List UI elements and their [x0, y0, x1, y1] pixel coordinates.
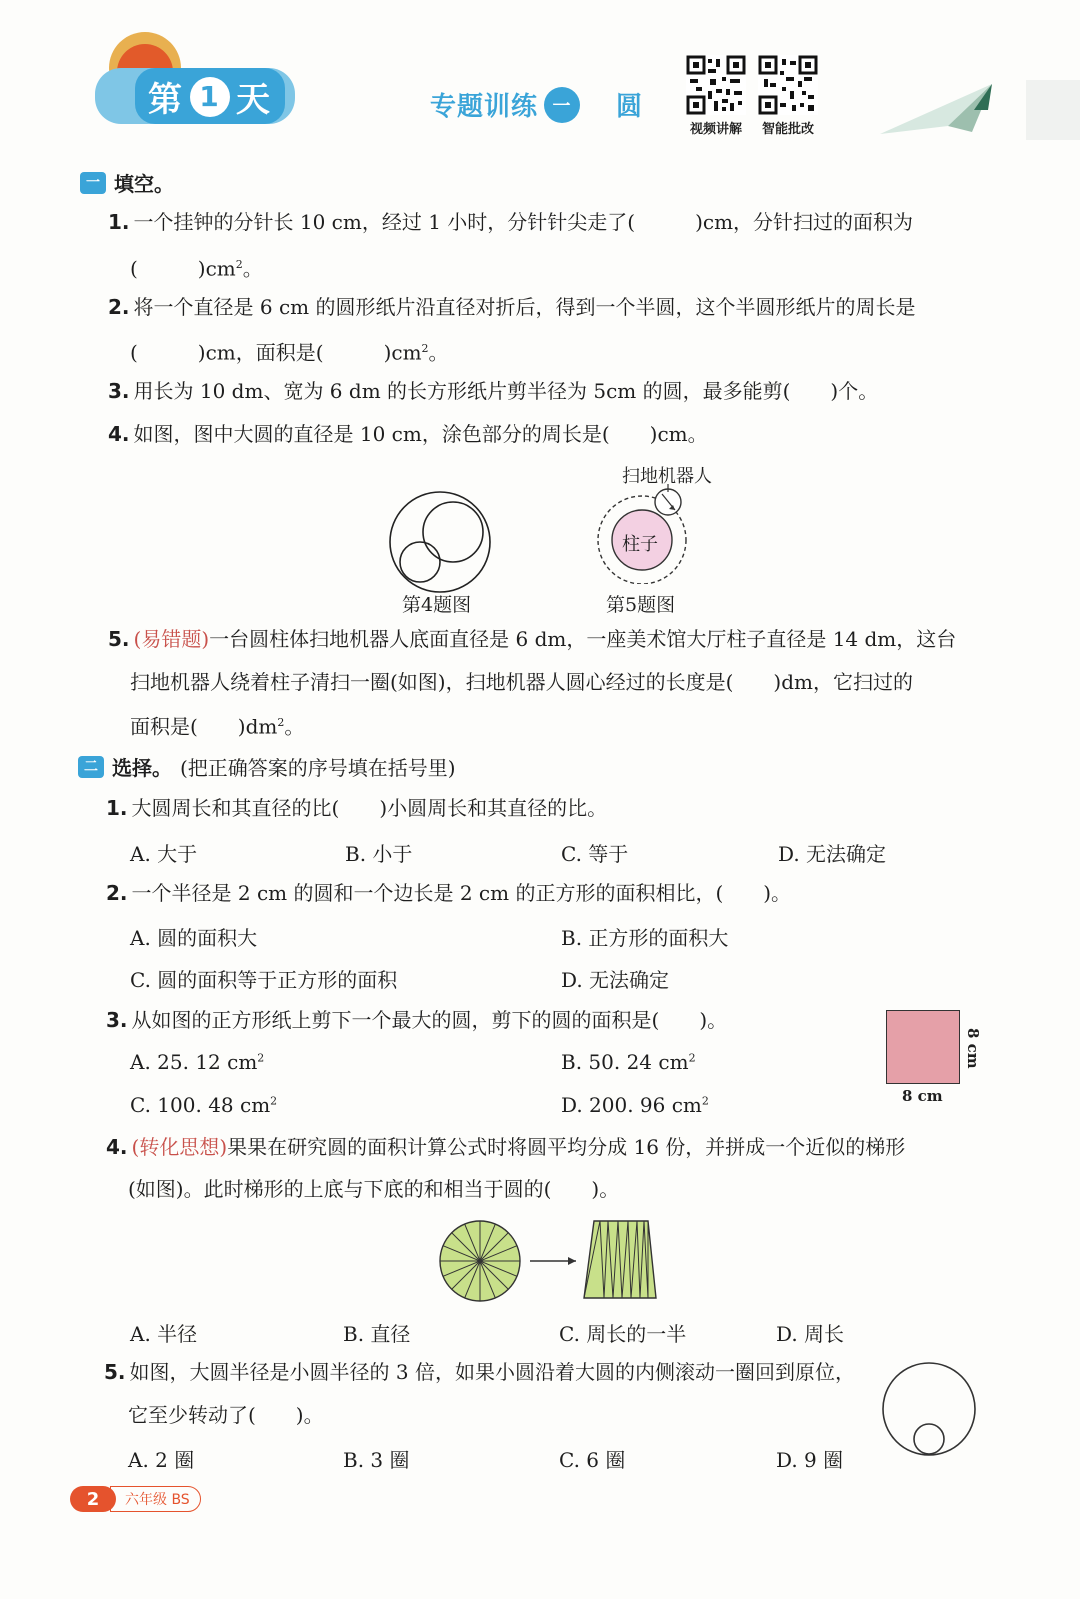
question-tag: (易错题)	[133, 627, 210, 651]
question-text: 面积是( )dm	[130, 714, 278, 739]
superscript: 2	[688, 1051, 696, 1065]
day-prefix: 第	[148, 80, 184, 120]
s1-q1-line2	[130, 250, 263, 284]
section-note: (把正确答案的序号填在括号里)	[180, 756, 456, 780]
question-text: 从如图的正方形纸上剪下一个最大的圆，剪下的圆的面积是( )。	[131, 1008, 728, 1032]
question-text: 如图，大圆半径是小圆半径的 3 倍，如果小圆沿着大圆的内侧滚动一圈回到原位，	[129, 1360, 855, 1384]
figure-5-robot-label: 扫地机器人	[622, 466, 712, 487]
question-text: 将一个直径是 6 cm 的圆形纸片沿直径对折后，得到一个半圆，这个半圆形纸片的周长是	[133, 295, 916, 319]
option-text: B. 50. 24 cm	[561, 1050, 689, 1074]
figure-3-bottom-label: 8 cm	[902, 1087, 943, 1105]
question-number: 4.	[108, 422, 130, 446]
section-mark: 一	[80, 172, 106, 194]
option-d[interactable]: D. 周长	[776, 1322, 845, 1346]
question-number: 2.	[108, 295, 130, 319]
qr-grading-icon[interactable]	[758, 55, 818, 115]
qr-video-label: 视频讲解	[689, 122, 742, 137]
question-text: 果果在研究圆的面积计算公式时将圆平均分成 16 份，并拼成一个近似的梯形	[227, 1135, 906, 1159]
superscript: 2	[270, 1094, 278, 1108]
option-a[interactable]: A. 大于	[130, 842, 198, 866]
question-text: 。	[428, 340, 449, 365]
figure-3-square	[886, 1010, 960, 1084]
figure-5-pillar-label: 柱子	[622, 534, 658, 555]
question-text: 。	[284, 714, 305, 739]
question-text: ( )cm，面积是( )cm	[130, 340, 422, 365]
section-title: 填空。	[114, 172, 174, 196]
qr-grading-label: 智能批改	[761, 122, 814, 137]
s2-q4-line1	[106, 1132, 905, 1162]
s1-q4	[108, 419, 708, 449]
option-d[interactable]: D. 9 圈	[776, 1448, 844, 1472]
option-c[interactable]: C. 圆的面积等于正方形的面积	[130, 968, 398, 992]
s1-q5-line2	[130, 667, 913, 697]
option-b[interactable]: B. 小于	[345, 842, 413, 866]
superscript: 2	[277, 716, 285, 729]
section-fill-blank-header	[80, 168, 174, 197]
topic-label: 专题训练	[430, 92, 539, 122]
section-mark: 二	[78, 756, 104, 778]
page-footer	[70, 1486, 201, 1512]
day-label	[148, 72, 272, 121]
s1-q1-line1	[108, 207, 913, 237]
s1-q5-line1	[108, 624, 956, 654]
figure-3-side-label: 8 cm	[964, 1028, 982, 1069]
question-text: 大圆周长和其直径的比( )小圆周长和其直径的比。	[131, 796, 608, 820]
question-tag: (转化思想)	[131, 1135, 228, 1159]
question-number: 4.	[106, 1135, 128, 1159]
option-d[interactable]: D. 无法确定	[778, 842, 887, 866]
s2-q2	[106, 878, 791, 908]
sector-wheel	[440, 1221, 520, 1301]
question-text: 它至少转动了( )。	[128, 1403, 324, 1427]
superscript: 2	[421, 342, 429, 355]
s1-q5-line3	[130, 708, 304, 742]
question-text: 。	[242, 256, 263, 281]
s2-q3	[106, 1005, 727, 1035]
question-text: 扫地机器人绕着柱子清扫一圈(如图)，扫地机器人圆心经过的长度是( )dm，它扫过的	[130, 670, 913, 694]
s1-q3	[108, 376, 878, 406]
grade-label: 六年级 BS	[110, 1486, 201, 1512]
question-text: 一个挂钟的分针长 10 cm，经过 1 小时，分针针尖走了( )cm，分针扫过的面积为	[133, 210, 914, 234]
s2-q4-line2	[128, 1174, 619, 1204]
figure-4-caption: 第4题图	[402, 594, 472, 616]
superscript: 2	[235, 258, 243, 271]
question-number: 1.	[106, 796, 128, 820]
topic-title	[430, 86, 643, 123]
option-c[interactable]: C. 6 圈	[559, 1448, 626, 1472]
option-b[interactable]	[561, 1050, 696, 1074]
superscript: 2	[701, 1094, 709, 1108]
paper-plane-decoration	[876, 70, 1080, 140]
section-title: 选择。	[112, 756, 172, 780]
option-b[interactable]: B. 直径	[343, 1322, 411, 1346]
topic-name: 圆	[616, 92, 644, 122]
option-d[interactable]	[561, 1093, 709, 1117]
day-number: 1	[190, 77, 230, 117]
s2-q1	[106, 793, 607, 823]
qr-video-icon[interactable]	[686, 55, 746, 115]
question-text: 一台圆柱体扫地机器人底面直径是 6 dm，一座美术馆大厅柱子直径是 14 dm，这台	[209, 627, 957, 651]
option-c[interactable]: C. 周长的一半	[559, 1322, 687, 1346]
option-a[interactable]: A. 圆的面积大	[130, 926, 258, 950]
option-text: A. 25. 12 cm	[130, 1050, 258, 1074]
question-text: 一个半径是 2 cm 的圆和一个边长是 2 cm 的正方形的面积相比，( )。	[131, 881, 792, 905]
question-number: 3.	[106, 1008, 128, 1032]
figure-rolling-circles	[880, 1360, 980, 1460]
figure-4-circles	[388, 490, 492, 594]
question-text: (如图)。此时梯形的上底与下底的和相当于圆的( )。	[128, 1177, 620, 1201]
option-a[interactable]: A. 半径	[130, 1322, 198, 1346]
option-a[interactable]: A. 2 圈	[128, 1448, 195, 1472]
section-choice-header	[78, 752, 456, 781]
question-text: 如图，图中大圆的直径是 10 cm，涂色部分的周长是( )cm。	[133, 422, 708, 446]
question-number: 1.	[108, 210, 130, 234]
question-number: 2.	[106, 881, 128, 905]
topic-number: 一	[544, 87, 580, 123]
s1-q2-line2	[130, 334, 449, 368]
figure-circle-to-trapezoid	[438, 1218, 670, 1304]
option-text: C. 100. 48 cm	[130, 1093, 271, 1117]
day-suffix: 天	[236, 80, 272, 120]
figure-5-caption: 第5题图	[606, 594, 676, 616]
question-number: 5.	[108, 627, 130, 651]
option-b[interactable]: B. 正方形的面积大	[561, 926, 729, 950]
option-text: D. 200. 96 cm	[561, 1093, 702, 1117]
option-c[interactable]: C. 等于	[561, 842, 629, 866]
question-number: 5.	[104, 1360, 126, 1384]
s2-q5-line1	[104, 1357, 855, 1387]
question-text: ( )cm	[130, 256, 236, 281]
option-a[interactable]	[130, 1050, 264, 1074]
option-b[interactable]: B. 3 圈	[343, 1448, 410, 1472]
superscript: 2	[257, 1051, 265, 1065]
option-c[interactable]	[130, 1093, 277, 1117]
question-text: 用长为 10 dm、宽为 6 dm 的长方形纸片剪半径为 5cm 的圆，最多能剪( )个。	[133, 379, 879, 403]
s1-q2-line1	[108, 292, 915, 322]
page-number: 2	[70, 1486, 116, 1512]
s2-q5-line2	[128, 1400, 324, 1430]
option-d[interactable]: D. 无法确定	[561, 968, 670, 992]
question-number: 3.	[108, 379, 130, 403]
